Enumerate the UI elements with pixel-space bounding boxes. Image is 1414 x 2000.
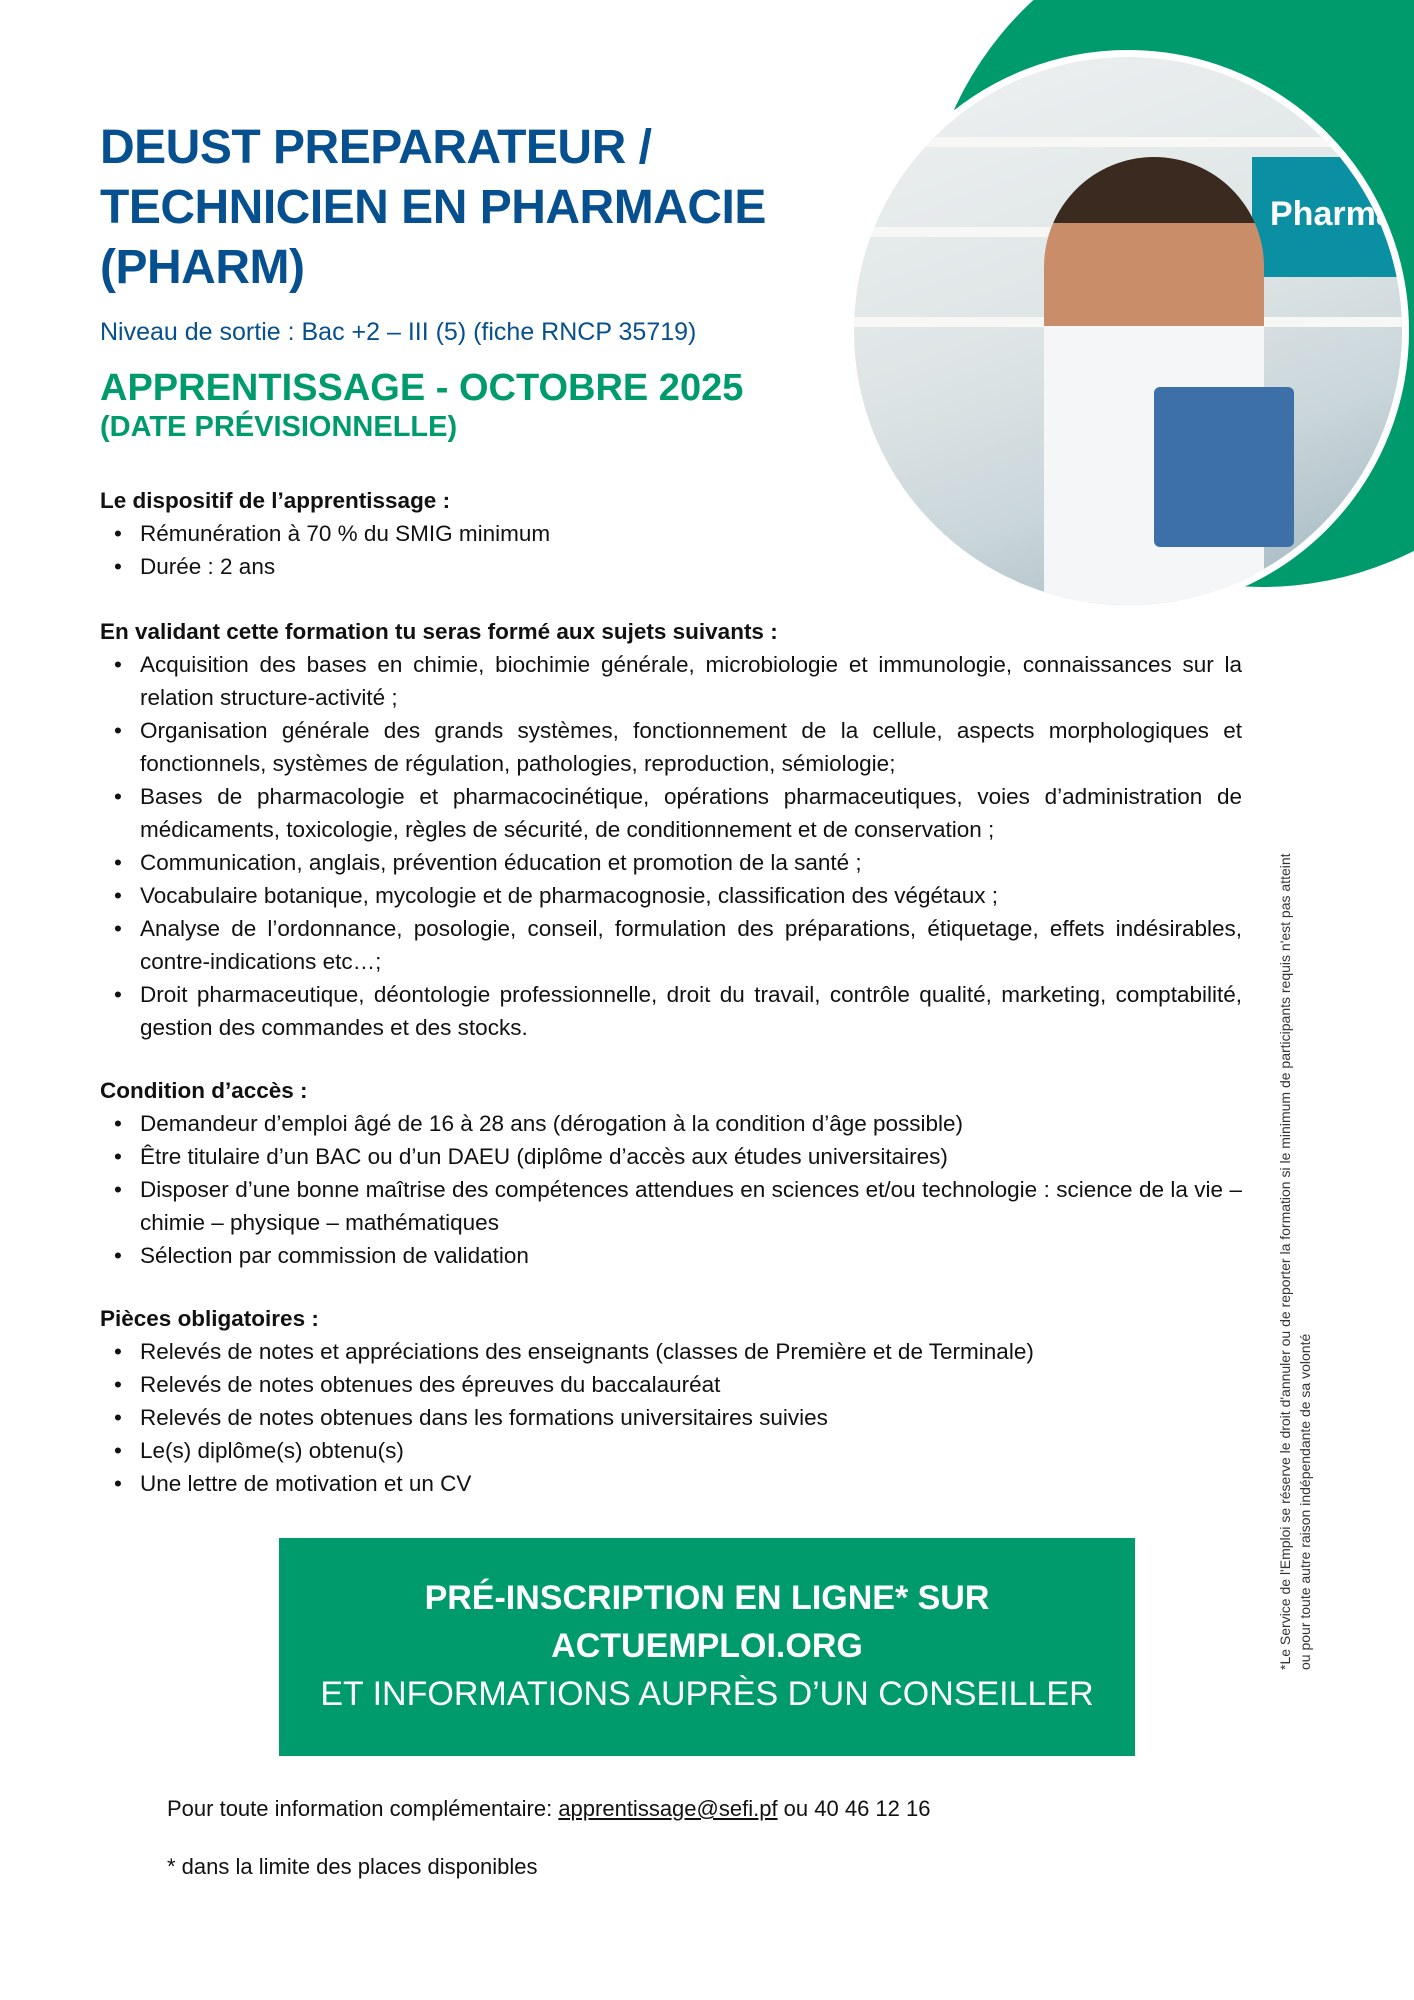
list-item: • Une lettre de motivation et un CV [100,1467,1242,1500]
footnote: * dans la limite des places disponibles [167,1854,538,1879]
main-content [100,118,1242,1882]
section-access [100,1074,1242,1272]
list-item: • Être titulaire d’un BAC ou d’un DAEU (diplôme d’accès aux études universitaires) [100,1140,1242,1173]
pharmacy-sign: Pharma [1252,157,1402,277]
list-item: • Communication, anglais, prévention éducation et promotion de la santé ; [100,846,1242,879]
cta-line: PRÉ-INSCRIPTION EN LIGNE* SUR [424,1579,990,1617]
section-documents [100,1302,1242,1500]
cta-line: ET INFORMATIONS AUPRÈS D’UN CONSEILLER [320,1675,1094,1713]
list-item: • Vocabulaire botanique, mycologie et de pharmacognosie, classification des végétaux ; [100,879,1242,912]
section-heading: Le dispositif de l’apprentissage : [100,488,451,513]
list-item: • Relevés de notes obtenues des épreuves du baccalauréat [100,1368,1242,1401]
list-item: • Acquisition des bases en chimie, biochimie générale, microbiologie et immunologie, connaissances sur la relation structure-activité ; [100,648,1242,714]
disclaimer [1275,650,1315,1670]
cta-website: ACTUEMPLOI.ORG [551,1627,863,1665]
list-item: • Durée : 2 ans [100,550,1242,583]
email-link[interactable]: apprentissage@sefi.pf [558,1796,778,1821]
list-item: • Bases de pharmacologie et pharmacocinétique, opérations pharmaceutiques, voies d’administration de médicaments, toxicologie, règles de sécurité, de conditionnement et de conservation ; [100,780,1242,846]
list-item: • Rémunération à 70 % du SMIG minimum [100,517,1242,550]
list-item: • Droit pharmaceutique, déontologie professionnelle, droit du travail, contrôle qualité, marketing, comptabilité, gestion des commandes et des stocks. [100,978,1242,1044]
pre-registration-banner [279,1538,1135,1756]
list-item: • Le(s) diplôme(s) obtenu(s) [100,1434,1242,1467]
disclaimer-line: *Le Service de l'Emploi se réserve le droit d'annuler ou de reporter la formation si le minimum de participants requis n'est pas atteint [1277,853,1293,1670]
section-subjects [100,615,1242,1044]
exit-level: Niveau de sortie : Bac +2 – III (5) (fiche RNCP 35719) [100,318,697,346]
list-item: • Analyse de l’ordonnance, posologie, conseil, formulation des préparations, étiquetage, effets indésirables, contre-indications etc…; [100,912,1242,978]
date-note: (DATE PRÉVISIONNELLE) [100,411,458,443]
apprenticeship-date: APPRENTISSAGE - OCTOBRE 2025 [100,367,744,409]
contact-label: Pour toute information complémentaire: [167,1796,559,1821]
list-item: • Sélection par commission de validation [100,1239,1242,1272]
contact-info [167,1794,1242,1824]
list-item: • Demandeur d’emploi âgé de 16 à 28 ans (dérogation à la condition d’âge possible) [100,1107,1242,1140]
list-item: • Organisation générale des grands systèmes, fonctionnement de la cellule, aspects morphologiques et fonctionnels, systèmes de régulation, pathologies, reproduction, sémiologie; [100,714,1242,780]
section-dispositif [100,484,1242,583]
section-heading: Pièces obligatoires : [100,1306,319,1331]
phone-number: ou 40 46 12 16 [777,1796,931,1821]
list-item: • Relevés de notes obtenues dans les formations universitaires suivies [100,1401,1242,1434]
disclaimer-line: ou pour toute autre raison indépendante de sa volonté [1297,1333,1313,1670]
page-title: DEUST PREPARATEUR / TECHNICIEN EN PHARMACIE (PHARM) [100,121,766,294]
list-item: • Disposer d’une bonne maîtrise des compétences attendues en sciences et/ou technologie : science de la vie – chimie – physique – mathématiques [100,1173,1242,1239]
list-item: • Relevés de notes et appréciations des enseignants (classes de Première et de Terminale) [100,1335,1242,1368]
section-heading: En validant cette formation tu seras formé aux sujets suivants : [100,619,778,644]
section-heading: Condition d’accès : [100,1078,308,1103]
